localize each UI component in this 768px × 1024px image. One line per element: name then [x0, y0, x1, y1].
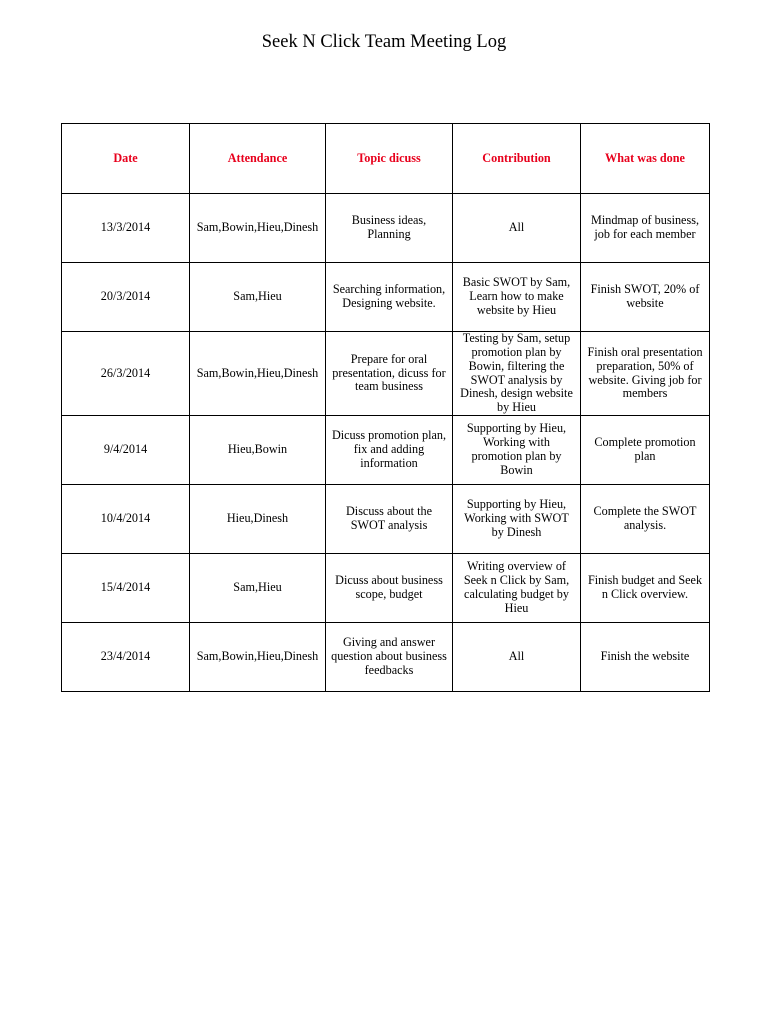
header-topic: Topic dicuss: [326, 124, 453, 194]
cell-contribution: All: [453, 194, 581, 263]
header-date: Date: [62, 124, 190, 194]
cell-topic: Giving and answer question about business feedbacks: [326, 623, 453, 692]
header-attendance: Attendance: [190, 124, 326, 194]
cell-attendance: Sam,Bowin,Hieu,Dinesh: [190, 194, 326, 263]
cell-what-was-done: Finish budget and Seek n Click overview.: [581, 554, 710, 623]
cell-date: 23/4/2014: [62, 623, 190, 692]
table-row: [62, 263, 710, 332]
header-contribution: Contribution: [453, 124, 581, 194]
table-row: [62, 194, 710, 263]
cell-attendance: Sam,Hieu: [190, 554, 326, 623]
meeting-log-table: [61, 123, 710, 692]
table-row: [62, 416, 710, 485]
cell-date: 13/3/2014: [62, 194, 190, 263]
header-row: [62, 124, 710, 194]
table-row: [62, 485, 710, 554]
cell-what-was-done: Finish the website: [581, 623, 710, 692]
cell-topic: Discuss about the SWOT analysis: [326, 485, 453, 554]
header-what-was-done: What was done: [581, 124, 710, 194]
cell-topic: Business ideas, Planning: [326, 194, 453, 263]
cell-topic: Dicuss promotion plan, fix and adding information: [326, 416, 453, 485]
cell-contribution: All: [453, 623, 581, 692]
page-title: Seek N Click Team Meeting Log: [261, 32, 507, 52]
cell-contribution: Supporting by Hieu, Working with promotion plan by Bowin: [453, 416, 581, 485]
cell-contribution: Testing by Sam, setup promotion plan by Bowin, filtering the SWOT analysis by Dinesh, design website by Hieu: [453, 332, 581, 416]
cell-attendance: Sam,Bowin,Hieu,Dinesh: [190, 623, 326, 692]
cell-contribution: Supporting by Hieu, Working with SWOT by Dinesh: [453, 485, 581, 554]
cell-what-was-done: Finish SWOT, 20% of website: [581, 263, 710, 332]
cell-attendance: Hieu,Bowin: [190, 416, 326, 485]
cell-contribution: Basic SWOT by Sam, Learn how to make website by Hieu: [453, 263, 581, 332]
cell-date: 20/3/2014: [62, 263, 190, 332]
cell-date: 9/4/2014: [62, 416, 190, 485]
table-row: [62, 554, 710, 623]
cell-what-was-done: Complete promotion plan: [581, 416, 710, 485]
cell-what-was-done: Complete the SWOT analysis.: [581, 485, 710, 554]
cell-date: 10/4/2014: [62, 485, 190, 554]
table-row: [62, 332, 710, 416]
cell-topic: Prepare for oral presentation, dicuss for team business: [326, 332, 453, 416]
cell-date: 26/3/2014: [62, 332, 190, 416]
cell-topic: Dicuss about business scope, budget: [326, 554, 453, 623]
cell-what-was-done: Mindmap of business, job for each member: [581, 194, 710, 263]
cell-attendance: Sam,Hieu: [190, 263, 326, 332]
table-row: [62, 623, 710, 692]
cell-contribution: Writing overview of Seek n Click by Sam, calculating budget by Hieu: [453, 554, 581, 623]
cell-what-was-done: Finish oral presentation preparation, 50% of website. Giving job for members: [581, 332, 710, 416]
cell-topic: Searching information, Designing website.: [326, 263, 453, 332]
cell-attendance: Hieu,Dinesh: [190, 485, 326, 554]
cell-date: 15/4/2014: [62, 554, 190, 623]
cell-attendance: Sam,Bowin,Hieu,Dinesh: [190, 332, 326, 416]
